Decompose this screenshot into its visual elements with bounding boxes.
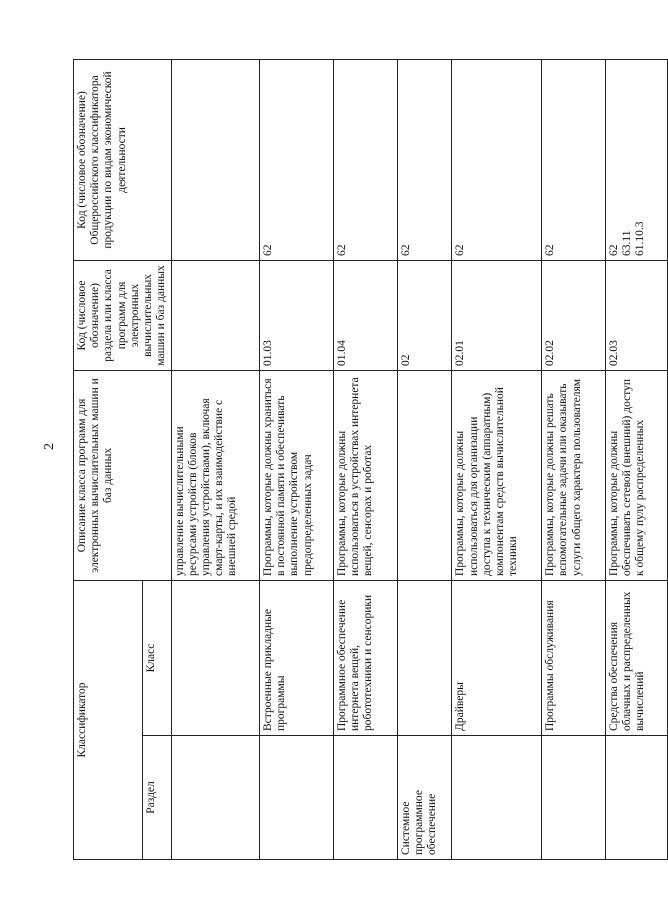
classifier-table [73,59,668,860]
okpd-code-value: 62 [544,244,557,256]
okpd-cell [452,59,542,260]
header-okpd-code: Код (числовое обозначение) Общероссийского классификатора продукции по видам экономической деятельности [74,59,172,260]
class-cell [397,580,452,735]
section-cell [333,736,397,860]
table-row [171,59,259,859]
header-class: Класс [142,580,171,735]
section-cell [260,736,334,860]
code-cell: 01.04 [333,260,397,370]
description-cell: Программы, которые должны храниться в постоянной памяти и обеспечивать выполнение устройством предопределенных задач [260,370,334,580]
header-description: Описание класса программ для электронных вычислительных машин и баз данных [74,370,172,580]
okpd-code-value: 62 [608,244,621,256]
class-cell: Драйверы [452,580,542,735]
okpd-cell [397,59,452,260]
class-cell [171,580,259,735]
okpd-code-value: 63.11 [621,230,634,256]
okpd-cell [542,59,606,260]
class-cell: Программы обслуживания [542,580,606,735]
section-cell [606,736,667,860]
okpd-cell [606,59,667,260]
page-number: 2 [42,443,57,450]
table-row [260,59,334,859]
section-cell [171,736,259,860]
table-row [333,59,397,859]
okpd-code-value: 62 [399,244,412,256]
class-cell: Средства обеспечения облачных и распределенных вычислений [606,580,667,735]
description-cell: управление вычислительными ресурсами устройств (блоков управления устройствами), включая смарт-карты, и их взаимодействие с внешней средой [171,370,259,580]
description-cell [397,370,452,580]
code-cell: 01.03 [260,260,334,370]
class-cell: Встроенные прикладные программы [260,580,334,735]
rotated-table-container [73,60,647,860]
table-row [397,59,452,859]
okpd-cell [171,59,259,260]
description-cell: Программы, которые должны решать вспомогательные задачи или оказывать услуги общего характера пользователям [542,370,606,580]
code-cell: 02.03 [606,260,667,370]
code-cell: 02.02 [542,260,606,370]
code-cell [171,260,259,370]
okpd-cell [333,59,397,260]
okpd-code-value: 62 [454,244,467,256]
table-row [452,59,542,859]
section-cell [452,736,542,860]
section-cell: Системное программное обеспечение [397,736,452,860]
section-cell [542,736,606,860]
header-section: Раздел [142,736,171,860]
header-classifier: Классификатор [74,580,143,859]
description-cell: Программы, которые должны обеспечивать сетевой (внешний) доступ к общему пулу распределенных [606,370,667,580]
description-cell: Программы, которые должны использоваться в устройствах интернета вещей, сенсорах и роботах [333,370,397,580]
header-code-section: Код (числовое обозначение) раздела или класса программ для электронных вычислительных машин и баз данных [74,260,172,370]
table-row [542,59,606,859]
code-cell: 02.01 [452,260,542,370]
code-cell: 02 [397,260,452,370]
okpd-code-value: 62 [335,244,348,256]
description-cell: Программы, которые должны использоваться для организации доступа к техническим (аппаратным) компонентам средств вычислительной техники [452,370,542,580]
table-row [606,59,667,859]
okpd-cell [260,59,334,260]
okpd-code-value: 61.10.3 [634,221,647,256]
okpd-code-value: 62 [262,244,274,256]
class-cell: Программное обеспечение интернета вещей, робототехники и сенсорики [333,580,397,735]
